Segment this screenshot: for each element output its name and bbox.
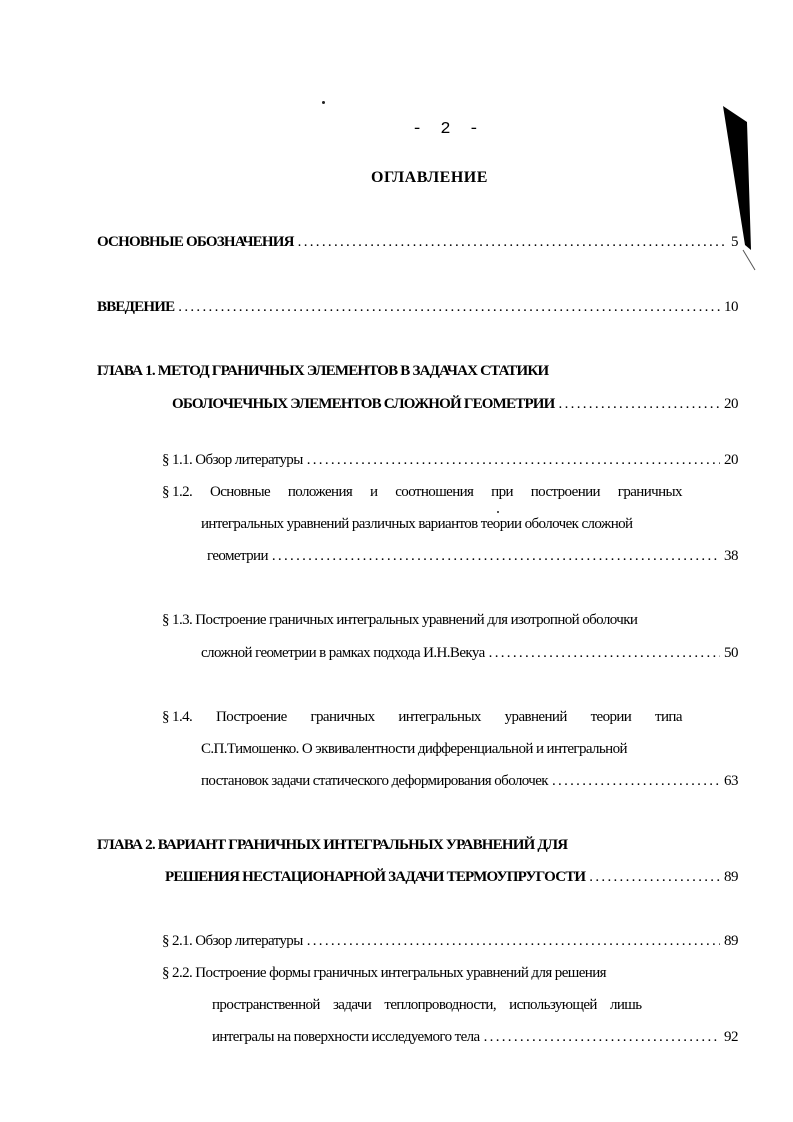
entry-page: 38 [724, 548, 738, 564]
entry-label: ВВЕДЕНИЕ [97, 299, 175, 315]
section-1-2-line2: интегральных уравнений различных вариантов теории оболочек сложной [201, 516, 633, 532]
entry-label: интегралы на поверхности исследуемого тела [212, 1029, 480, 1045]
leader-dots [552, 773, 720, 790]
word: положения [287, 484, 353, 500]
entry-page: 89 [724, 933, 738, 949]
section-1-2-line1 [162, 484, 682, 501]
leader-dots [178, 299, 720, 316]
section-2-2-line1: § 2.2. Построение формы граничных интегральных уравнений для решения [162, 965, 606, 981]
chapter-1-title-line1: ГЛАВА 1. МЕТОД ГРАНИЧНЫХ ЭЛЕМЕНТОВ В ЗАДАЧАХ СТАТИКИ [97, 363, 549, 379]
leader-dots [484, 1029, 720, 1046]
entry-page: 92 [724, 1029, 738, 1045]
entry-page: 20 [724, 452, 738, 468]
word: построении [530, 484, 600, 500]
word: уравнений [504, 709, 567, 725]
word: Построение [215, 709, 287, 725]
entry-label: постановок задачи статического деформирования оболочек [201, 773, 548, 789]
toc-entry-section-1-4 [201, 773, 738, 790]
word: типа [655, 709, 682, 725]
word: граничных [310, 709, 375, 725]
entry-page: 20 [724, 396, 738, 412]
entry-page: 10 [724, 299, 738, 315]
toc-entry-section-2-1 [162, 933, 738, 950]
entry-page: 5 [731, 234, 738, 250]
section-1-4-line2: С.П.Тимошенко. О эквивалентности дифференциальной и интегральной [201, 741, 627, 757]
word: при [491, 484, 513, 500]
entry-label: § 2.1. Обзор литературы [162, 933, 303, 949]
entry-label: ОСНОВНЫЕ ОБОЗНАЧЕНИЯ [97, 234, 294, 250]
page-number: - 2 - [412, 120, 484, 139]
toc-title: ОГЛАВЛЕНИЕ [371, 169, 488, 186]
toc-entry-notation [97, 234, 738, 251]
entry-label: РЕШЕНИЯ НЕСТАЦИОНАРНОЙ ЗАДАЧИ ТЕРМОУПРУГОСТИ [165, 869, 586, 885]
entry-label: сложной геометрии в рамках подхода И.Н.Векуа [201, 645, 485, 661]
scan-speck [322, 101, 325, 104]
entry-page: 63 [724, 773, 738, 789]
scan-speck [497, 511, 499, 513]
toc-entry-chapter-2 [165, 869, 738, 886]
toc-entry-section-1-1 [162, 452, 738, 469]
leader-dots [272, 548, 720, 565]
word: соотношения [395, 484, 474, 500]
leader-dots [307, 452, 720, 469]
leader-dots [489, 645, 720, 662]
word: § 1.4. [162, 709, 193, 725]
word: интегральных [398, 709, 481, 725]
leader-dots [307, 933, 720, 950]
chapter-2-title-line1: ГЛАВА 2. ВАРИАНТ ГРАНИЧНЫХ ИНТЕГРАЛЬНЫХ УРАВНЕНИЙ ДЛЯ [97, 837, 568, 853]
toc-entry-intro [97, 299, 738, 316]
leader-dots [559, 396, 720, 413]
entry-label: ОБОЛОЧЕЧНЫХ ЭЛЕМЕНТОВ СЛОЖНОЙ ГЕОМЕТРИИ [172, 396, 555, 412]
leader-dots [589, 869, 720, 886]
toc-entry-section-1-3 [201, 645, 738, 662]
entry-label: геометрии [207, 548, 268, 564]
section-2-2-line2: пространственной задачи теплопроводности, использующей лишь [212, 997, 642, 1013]
word: § 1.2. [162, 484, 193, 500]
word: Основные [209, 484, 271, 500]
toc-entry-section-1-2 [207, 548, 738, 565]
section-1-3-line1: § 1.3. Построение граничных интегральных уравнений для изотропной оболочки [162, 612, 638, 628]
word: теории [590, 709, 632, 725]
entry-label: § 1.1. Обзор литературы [162, 452, 303, 468]
toc-entry-section-2-2 [212, 1029, 738, 1046]
entry-page: 50 [724, 645, 738, 661]
leader-dots [298, 234, 727, 251]
toc-entry-chapter-1 [172, 396, 738, 413]
section-1-4-line1 [162, 709, 682, 726]
word: граничных [617, 484, 682, 500]
entry-page: 89 [724, 869, 738, 885]
word: и [370, 484, 378, 500]
scan-edge-mark [715, 100, 775, 300]
